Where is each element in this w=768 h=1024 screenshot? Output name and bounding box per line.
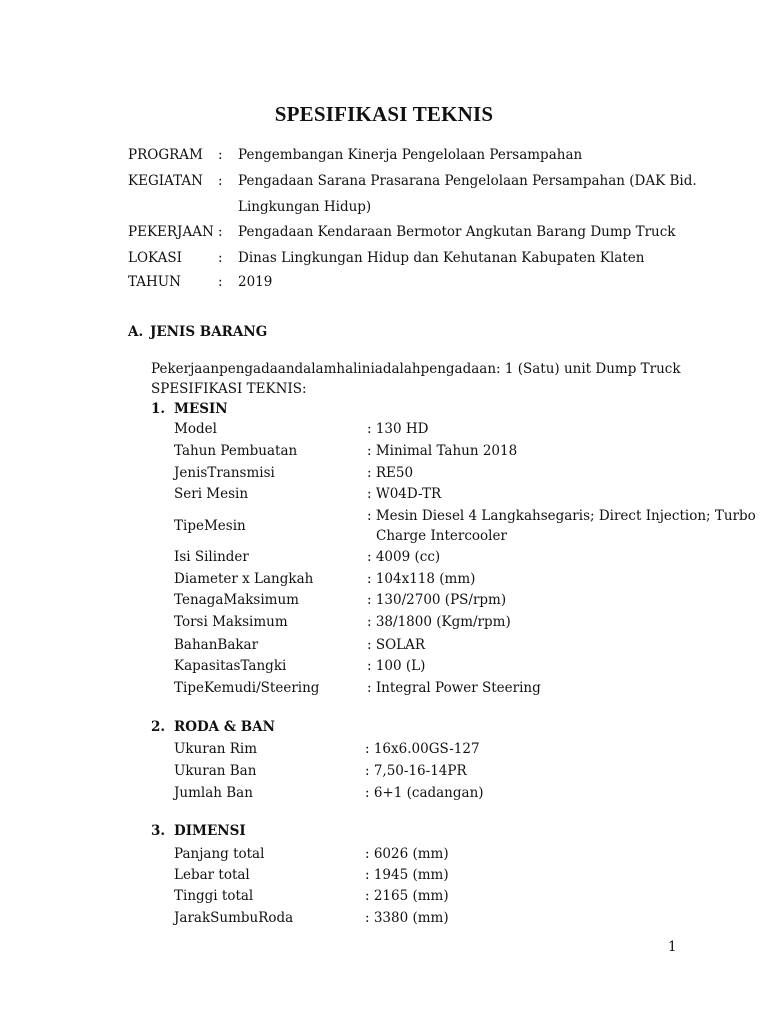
section-title: JENIS BARANG <box>150 324 268 340</box>
spec-label: JarakSumbuRoda <box>174 910 294 926</box>
page-title: SPESIFIKASI TEKNIS <box>274 102 494 126</box>
subsection-heading-dimensi <box>151 823 246 839</box>
spec-label: Jumlah Ban <box>174 785 253 801</box>
spec-label: KapasitasTangki <box>174 658 287 674</box>
spec-value: : RE50 <box>367 465 414 481</box>
header-label-lokasi: LOKASI <box>128 250 182 266</box>
header-label-program: PROGRAM <box>128 147 203 163</box>
spec-label: BahanBakar <box>174 637 259 653</box>
spec-value: : 4009 (cc) <box>367 549 441 565</box>
spec-value: : 7,50-16-14PR <box>365 763 467 779</box>
spec-label: Isi Silinder <box>174 549 249 565</box>
section-heading <box>128 324 267 340</box>
spec-value: : 1945 (mm) <box>365 867 449 883</box>
header-value-pekerjaan: Pengadaan Kendaraan Bermotor Angkutan Barang Dump Truck <box>238 224 676 240</box>
header-value-program: Pengembangan Kinerja Pengelolaan Persampahan <box>238 147 583 163</box>
header-colon: : <box>218 173 223 189</box>
spec-label: Tahun Pembuatan <box>174 443 298 459</box>
header-value-lokasi: Dinas Lingkungan Hidup dan Kehutanan Kabupaten Klaten <box>238 250 645 266</box>
subsection-title: MESIN <box>174 401 228 417</box>
spec-value: : Mesin Diesel 4 Langkahsegaris; Direct Injection; Turbo <box>367 508 756 524</box>
spec-label: Seri Mesin <box>174 486 249 502</box>
spec-value: : 6026 (mm) <box>365 846 449 862</box>
header-value-tahun: 2019 <box>238 274 273 290</box>
header-value-kegiatan-cont: Lingkungan Hidup) <box>238 199 372 215</box>
page-number: 1 <box>668 939 677 955</box>
header-colon: : <box>218 274 223 290</box>
intro-subtitle: SPESIFIKASI TEKNIS: <box>151 381 307 397</box>
spec-value: : Minimal Tahun 2018 <box>367 443 518 459</box>
spec-value: : 3380 (mm) <box>365 910 449 926</box>
subsection-number: 2. <box>151 719 166 735</box>
section-number: A. <box>128 324 144 340</box>
header-value-kegiatan: Pengadaan Sarana Prasarana Pengelolaan Persampahan (DAK Bid. <box>238 173 697 189</box>
spec-label: Ukuran Rim <box>174 741 258 757</box>
spec-value: : Integral Power Steering <box>367 680 541 696</box>
spec-value: : SOLAR <box>367 637 426 653</box>
spec-label: Panjang total <box>174 846 265 862</box>
spec-label: Ukuran Ban <box>174 763 257 779</box>
subsection-title: RODA & BAN <box>174 719 275 735</box>
spec-label: TenagaMaksimum <box>174 592 299 608</box>
spec-label: Tinggi total <box>174 888 254 904</box>
spec-value: : 104x118 (mm) <box>367 571 476 587</box>
subsection-heading-roda <box>151 719 275 735</box>
spec-label: Lebar total <box>174 867 250 883</box>
subsection-number: 3. <box>151 823 166 839</box>
subsection-number: 1. <box>151 401 166 417</box>
spec-label: TipeMesin <box>174 518 246 534</box>
spec-label: TipeKemudi/Steering <box>174 680 320 696</box>
spec-label: Torsi Maksimum <box>174 614 288 630</box>
spec-value: : 100 (L) <box>367 658 426 674</box>
header-label-tahun: TAHUN <box>128 274 181 290</box>
header-colon: : <box>218 147 223 163</box>
spec-label: JenisTransmisi <box>174 465 275 481</box>
spec-value: : 130/2700 (PS/rpm) <box>367 592 507 608</box>
header-colon: : <box>218 224 223 240</box>
spec-value: : 16x6.00GS-127 <box>365 741 480 757</box>
spec-value: : W04D-TR <box>367 486 442 502</box>
spec-label: Model <box>174 421 217 437</box>
spec-value: : 6+1 (cadangan) <box>365 785 484 801</box>
header-label-pekerjaan: PEKERJAAN <box>128 224 214 240</box>
spec-value: : 38/1800 (Kgm/rpm) <box>367 614 511 630</box>
spec-value: : 130 HD <box>367 421 429 437</box>
header-label-kegiatan: KEGIATAN <box>128 173 203 189</box>
spec-value: : 2165 (mm) <box>365 888 449 904</box>
intro-text: Pekerjaanpengadaandalamhaliniadalahpengadaan: 1 (Satu) unit Dump Truck <box>151 361 681 377</box>
subsection-title: DIMENSI <box>174 823 246 839</box>
subsection-heading-mesin <box>151 401 228 417</box>
header-colon: : <box>218 250 223 266</box>
spec-value-cont: Charge Intercooler <box>376 528 507 544</box>
spec-label: Diameter x Langkah <box>174 571 314 587</box>
